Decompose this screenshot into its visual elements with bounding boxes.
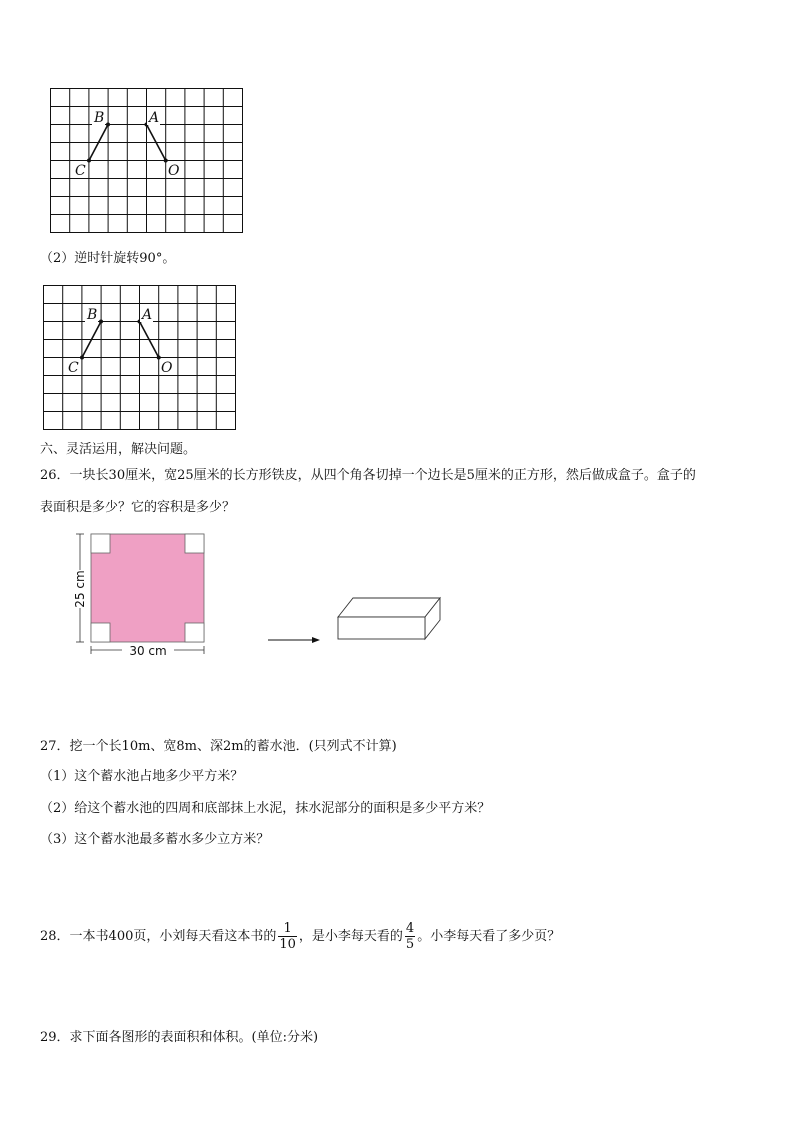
- arrow-icon: [268, 637, 320, 643]
- question-28-text: 28．一本书400页，小刘每天看这本书的: [40, 929, 277, 944]
- point-label-a: A: [142, 307, 153, 323]
- question-27-sub-3: （3）这个蓄水池最多蓄水多少立方米？: [40, 832, 270, 847]
- width-label: 30 cm: [129, 644, 167, 658]
- fraction-four-fifths: $\frac{4}{5}$: [405, 921, 415, 952]
- grid-figure-1: [50, 88, 246, 234]
- height-label: 25 cm: [73, 570, 87, 608]
- point-label-b: B: [94, 110, 105, 126]
- question-26-line-1: 26．一块长30厘米，宽25厘米的长方形铁皮，从四个角各切掉一个边长是5厘米的正方形，然后做成盒子。盒子的: [40, 468, 696, 483]
- question-28: [40, 921, 560, 952]
- point-label-c: C: [75, 163, 86, 179]
- corner-cut: [91, 623, 110, 642]
- question-27-sub-1: （1）这个蓄水池占地多少平方米？: [40, 769, 244, 784]
- point-label-o: O: [161, 360, 173, 376]
- question-29: 29．求下面各图形的表面积和体积。(单位:分米): [40, 1030, 319, 1045]
- question-27-sub-2: （2）给这个蓄水池的四周和底部抹上水泥，抹水泥部分的面积是多少平方米？: [40, 801, 491, 816]
- section-title: 六、灵活运用，解决问题。: [40, 442, 197, 457]
- tin-sheet-figure: [70, 530, 450, 662]
- point-label-o: O: [168, 163, 180, 179]
- question-28-text: 。小李每天看了多少页？: [417, 929, 561, 944]
- corner-cut: [185, 623, 204, 642]
- corner-cut: [185, 534, 204, 553]
- box-figure: [338, 598, 440, 639]
- fraction-one-tenth: $\frac{1}{10}$: [279, 921, 296, 952]
- point-label-b: B: [87, 307, 98, 323]
- rotate-instruction: （2）逆时针旋转90°。: [40, 251, 176, 266]
- question-28-text: ，是小李每天看的: [298, 929, 403, 944]
- point-label-a: A: [149, 110, 160, 126]
- corner-cut: [91, 534, 110, 553]
- grid-figure-2: [43, 285, 239, 431]
- question-26-line-2: 表面积是多少？它的容积是多少？: [40, 500, 236, 515]
- question-27-stem: 27．挖一个长10m、宽8m、深2m的蓄水池．(只列式不计算): [40, 739, 397, 754]
- point-label-c: C: [68, 360, 79, 376]
